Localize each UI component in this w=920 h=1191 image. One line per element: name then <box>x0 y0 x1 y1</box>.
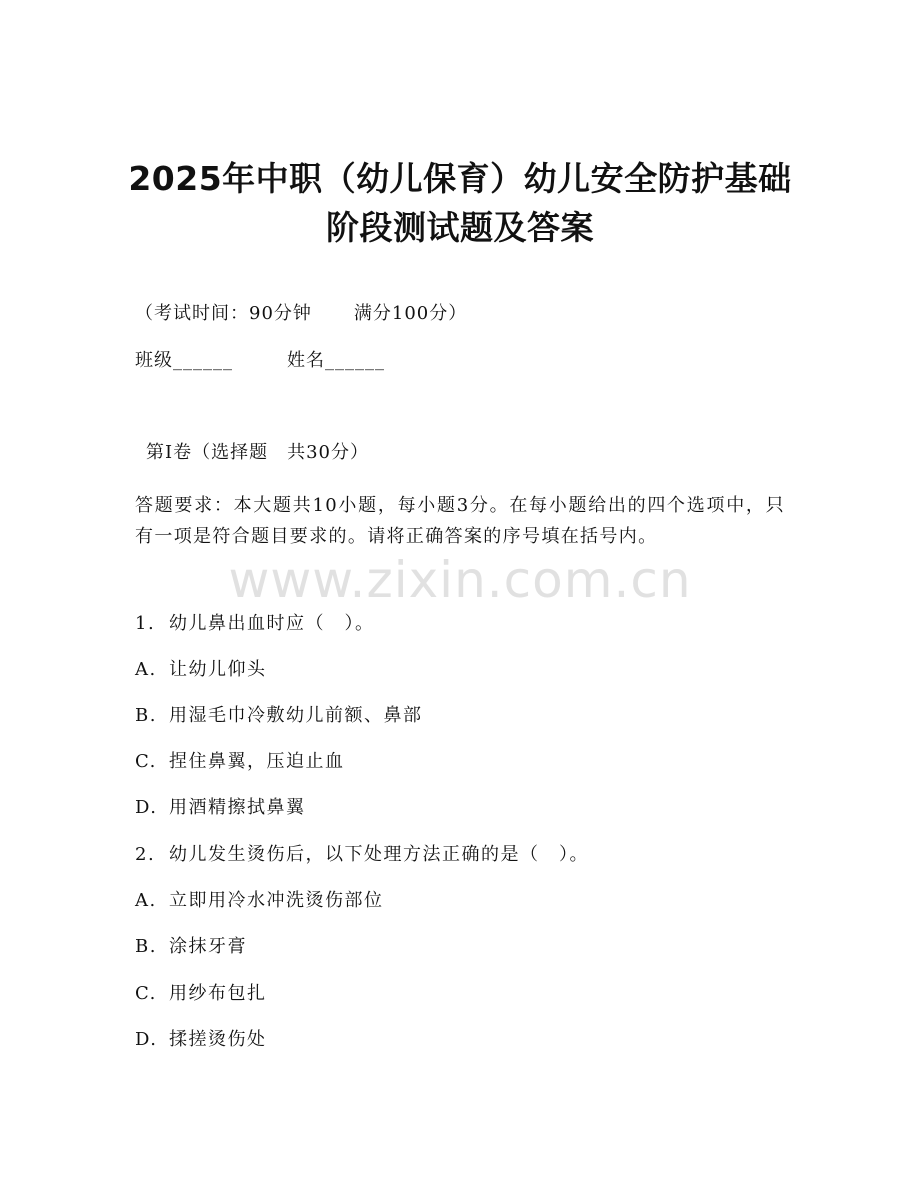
question-stem <box>135 615 375 633</box>
question-number: 1. <box>135 613 156 634</box>
option-label: A. <box>135 659 157 680</box>
option-label: D. <box>135 1029 158 1050</box>
instructions: 答题要求：本大题共10小题，每小题3分。在每小题给出的四个选项中，只有一项是符合题目要求的。请将正确答案的序号填在括号内。 <box>135 495 785 547</box>
option-item <box>135 799 306 817</box>
question-number: 2. <box>135 844 156 865</box>
question-stem <box>135 846 589 864</box>
exam-time: （考试时间：90分钟 <box>135 303 312 324</box>
option-text: 用湿毛巾冷敷幼儿前额、鼻部 <box>169 705 423 726</box>
document-title-line-1: 2025年中职（幼儿保育）幼儿安全防护基础 <box>128 159 792 198</box>
option-text: 让幼儿仰头 <box>169 659 267 680</box>
option-item <box>135 892 384 910</box>
option-item <box>135 707 423 725</box>
full-score: 满分100分） <box>353 303 468 324</box>
document-title-line-2: 阶段测试题及答案 <box>326 208 594 247</box>
option-label: C. <box>135 751 157 772</box>
option-text: 用纱布包扎 <box>169 983 267 1004</box>
student-fields <box>135 352 385 370</box>
option-label: C. <box>135 983 157 1004</box>
option-text: 用酒精擦拭鼻翼 <box>169 797 306 818</box>
option-label: B. <box>135 936 157 957</box>
option-label: D. <box>135 797 158 818</box>
question-text: 幼儿鼻出血时应（ ）。 <box>169 613 375 634</box>
option-item <box>135 1031 267 1049</box>
exam-meta <box>135 305 467 323</box>
section-header: 第Ⅰ卷（选择题 共30分） <box>146 442 370 463</box>
name-field: 姓名______ <box>287 350 385 371</box>
option-item <box>135 985 267 1003</box>
option-text: 揉搓烫伤处 <box>169 1029 267 1050</box>
question-text: 幼儿发生烫伤后，以下处理方法正确的是（ ）。 <box>169 844 589 865</box>
class-field: 班级______ <box>135 350 233 371</box>
option-item <box>135 938 247 956</box>
watermark: www.zixin.com.cn <box>228 551 692 609</box>
option-label: B. <box>135 705 157 726</box>
option-item <box>135 661 267 679</box>
option-label: A. <box>135 890 157 911</box>
option-item <box>135 753 345 771</box>
option-text: 立即用冷水冲洗烫伤部位 <box>169 890 384 911</box>
option-text: 捏住鼻翼，压迫止血 <box>169 751 345 772</box>
option-text: 涂抹牙膏 <box>169 936 247 957</box>
